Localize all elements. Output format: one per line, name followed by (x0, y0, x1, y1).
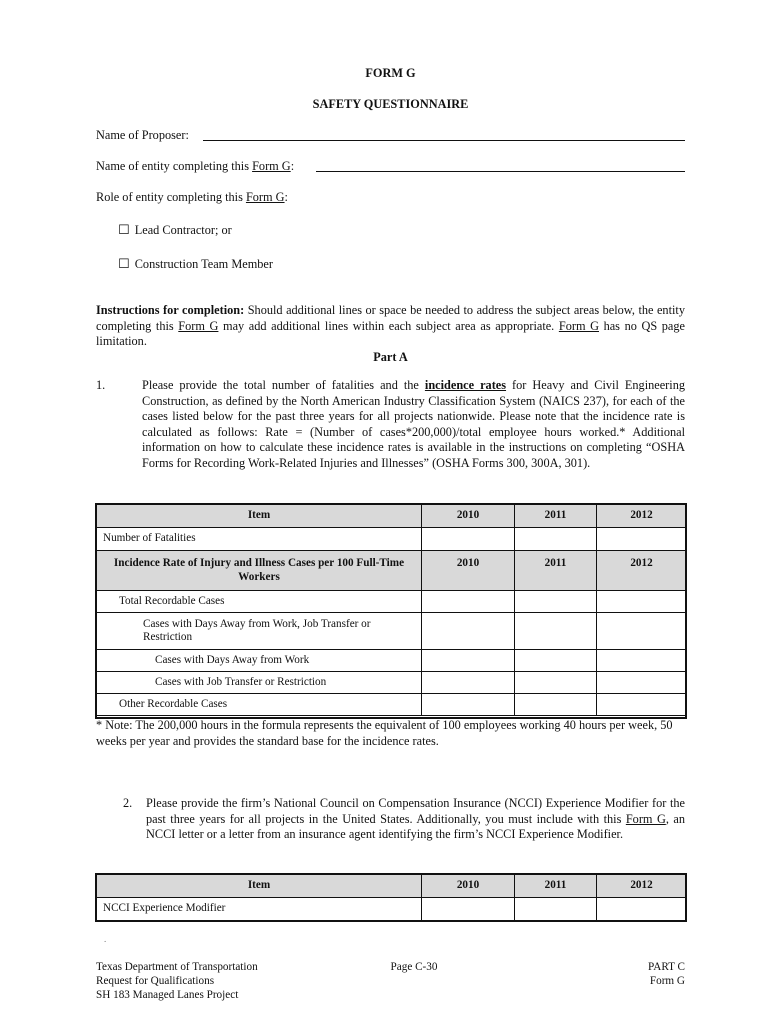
table-row (97, 591, 687, 613)
input-cell[interactable] (597, 672, 687, 694)
input-cell[interactable] (422, 650, 515, 672)
footer-left: Texas Department of Transportation Request for Qualifications SH 183 Managed Lanes Project (96, 961, 258, 1001)
row-label: Total Recordable Cases (97, 591, 422, 613)
table-header: 2011 (515, 875, 597, 898)
table-subheader: 2012 (597, 551, 687, 591)
input-cell[interactable] (597, 613, 687, 650)
lead-contractor-option[interactable]: ☐ Lead Contractor; or (118, 223, 232, 238)
table-subheader: Incidence Rate of Injury and Illness Cases per 100 Full-Time Workers (97, 551, 422, 591)
input-cell[interactable] (515, 528, 597, 551)
input-cell[interactable] (422, 613, 515, 650)
table-header: 2010 (422, 505, 515, 528)
table-header: Item (97, 875, 422, 898)
entity-name-input-line[interactable] (316, 171, 685, 172)
entity-role-label: Role of entity completing this Form G: (96, 190, 288, 204)
footer-page-number: Page C-30 (390, 961, 438, 973)
input-cell[interactable] (515, 694, 597, 716)
checkbox-icon[interactable]: ☐ (118, 223, 130, 238)
input-cell[interactable] (597, 650, 687, 672)
row-label: NCCI Experience Modifier (97, 898, 422, 921)
table-header: Item (97, 505, 422, 528)
input-cell[interactable] (597, 528, 687, 551)
input-cell[interactable] (422, 672, 515, 694)
input-cell[interactable] (515, 672, 597, 694)
table-header: 2012 (597, 875, 687, 898)
checkbox-icon[interactable]: ☐ (118, 257, 130, 272)
row-label: Other Recordable Cases (97, 694, 422, 716)
input-cell[interactable] (515, 898, 597, 921)
construction-team-member-option[interactable]: ☐ Construction Team Member (118, 257, 273, 272)
form-title: FORM G (365, 66, 416, 80)
ncci-table (96, 874, 687, 921)
form-subtitle: SAFETY QUESTIONNAIRE (312, 97, 469, 111)
table-header: 2011 (515, 505, 597, 528)
table-row (97, 672, 687, 694)
table-row (97, 898, 687, 921)
table-header: 2012 (597, 505, 687, 528)
footer-right: PART C Form G (648, 961, 685, 987)
table-header: 2010 (422, 875, 515, 898)
table-row (97, 694, 687, 716)
row-label: Number of Fatalities (97, 528, 422, 551)
input-cell[interactable] (515, 613, 597, 650)
input-cell[interactable] (422, 898, 515, 921)
input-cell[interactable] (422, 528, 515, 551)
question-1-text: Please provide the total number of fatalities and the incidence rates for Heavy and Civil Engineering Construction, as defined by the North American Industry Classification System (NAICS 237), for each of the cases listed below for the past three years for all projects nationwide. Please note that the incidence rate is calculated as follows: Rate = (Number of cases*200,000)/total employee hours worked.* Additional information on how to calculate these incidence rates is available in the instructions on completing “OSHA Forms for Recording Work-Related Injuries and Illnesses” (OSHA Forms 300, 300A, 301). (142, 378, 685, 470)
input-cell[interactable] (597, 898, 687, 921)
table-row (97, 650, 687, 672)
incidence-rate-note: * Note: The 200,000 hours in the formula represents the equivalent of 100 employees working 40 hours per week, 50 weeks per year and provides the standard base for the incidence rates. (96, 718, 673, 748)
part-a-heading: Part A (373, 350, 408, 364)
input-cell[interactable] (597, 694, 687, 716)
table-row (97, 613, 687, 650)
input-cell[interactable] (422, 591, 515, 613)
row-label: Cases with Job Transfer or Restriction (97, 672, 422, 694)
row-label: Cases with Days Away from Work, Job Transfer or Restriction (97, 613, 422, 650)
entity-name-label: Name of entity completing this Form G: (96, 159, 295, 173)
proposer-input-line[interactable] (203, 140, 685, 141)
table-subheader: 2010 (422, 551, 515, 591)
input-cell[interactable] (515, 650, 597, 672)
input-cell[interactable] (515, 591, 597, 613)
input-cell[interactable] (422, 694, 515, 716)
input-cell[interactable] (597, 591, 687, 613)
question-2-number: 2. (123, 796, 133, 810)
proposer-label: Name of Proposer: (96, 128, 189, 142)
table-subheader: 2011 (515, 551, 597, 591)
table-row (97, 528, 687, 551)
fatalities-incidence-table (96, 504, 687, 716)
stray-mark: . (104, 934, 107, 944)
question-2-text: Please provide the firm’s National Council on Compensation Insurance (NCCI) Experience Modifier for the past three years for all projects in the United States. Additionally, you must include with this Form G, an NCCI letter or a letter from an insurance agent identifying the firm’s NCCI Experience Modifier. (146, 796, 685, 842)
question-1-number: 1. (96, 378, 106, 392)
row-label: Cases with Days Away from Work (97, 650, 422, 672)
instructions-paragraph: Instructions for completion: Should additional lines or space be needed to address the subject areas below, the entity completing this Form G may add additional lines within each subject area as appropriate. Form G has no QS page limitation. (96, 303, 685, 349)
